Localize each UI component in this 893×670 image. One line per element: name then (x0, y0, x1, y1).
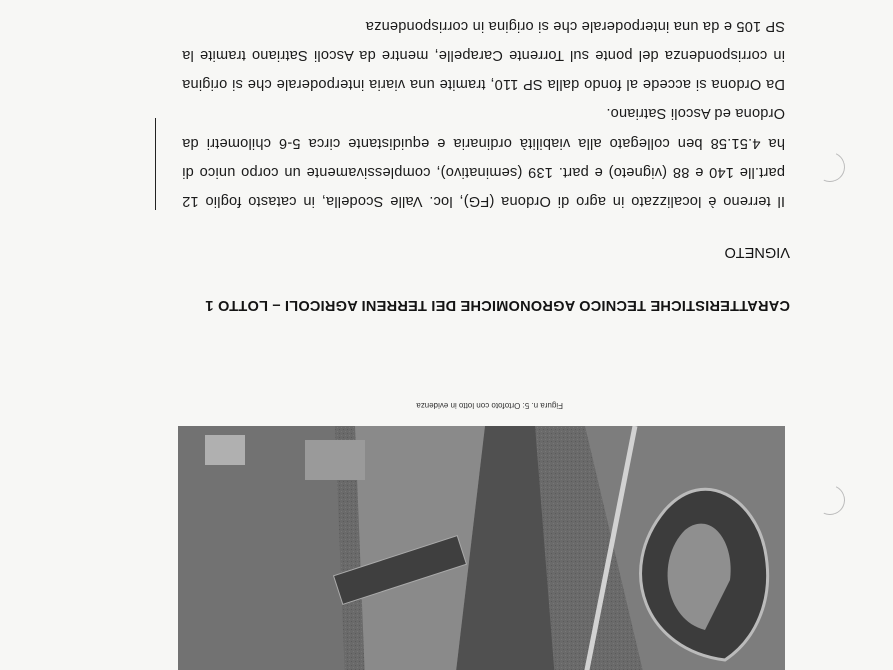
paragraph-location: Il terreno è localizzato in agro di Ordona (FG), loc. Valle Scodella, in catasto foglio 12 part.lle 140 e 88 (vigneto) e part. 139 (seminativo), complessivamente un corpo unico di ha 4.51.58 ben collegato alla viabilità ordinaria e equidistante circa 5-6 chilometri da Ordona ed Ascoli Satriano. (182, 105, 785, 209)
aerial-orthophoto (178, 426, 785, 670)
orthophoto-image (178, 426, 785, 670)
section-subtitle: VIGNETO (724, 244, 790, 260)
margin-bracket (155, 118, 162, 210)
punch-hole-mark (811, 481, 849, 519)
punch-hole-mark (811, 148, 849, 186)
body-text (182, 11, 785, 215)
paragraph-access: Da Ordona si accede al fondo dalla SP 110, tramite una viaria interpoderale che si origina in corrispondenza del ponte sul Torrente Carapelle, mentre da Ascoli Satriano tramite la SP 105 e da una interpoderale che si origina in corrispondenza (182, 17, 785, 93)
farm-buildings (205, 435, 245, 465)
building-block (305, 440, 365, 480)
section-title: CARATTERISTICHE TECNICO AGRONOMICHE DEI TERRENI AGRICOLI – LOTTO 1 (205, 297, 790, 313)
figure-caption: Figura n. 5: Ortofoto con lotto in evidenza (416, 401, 563, 410)
